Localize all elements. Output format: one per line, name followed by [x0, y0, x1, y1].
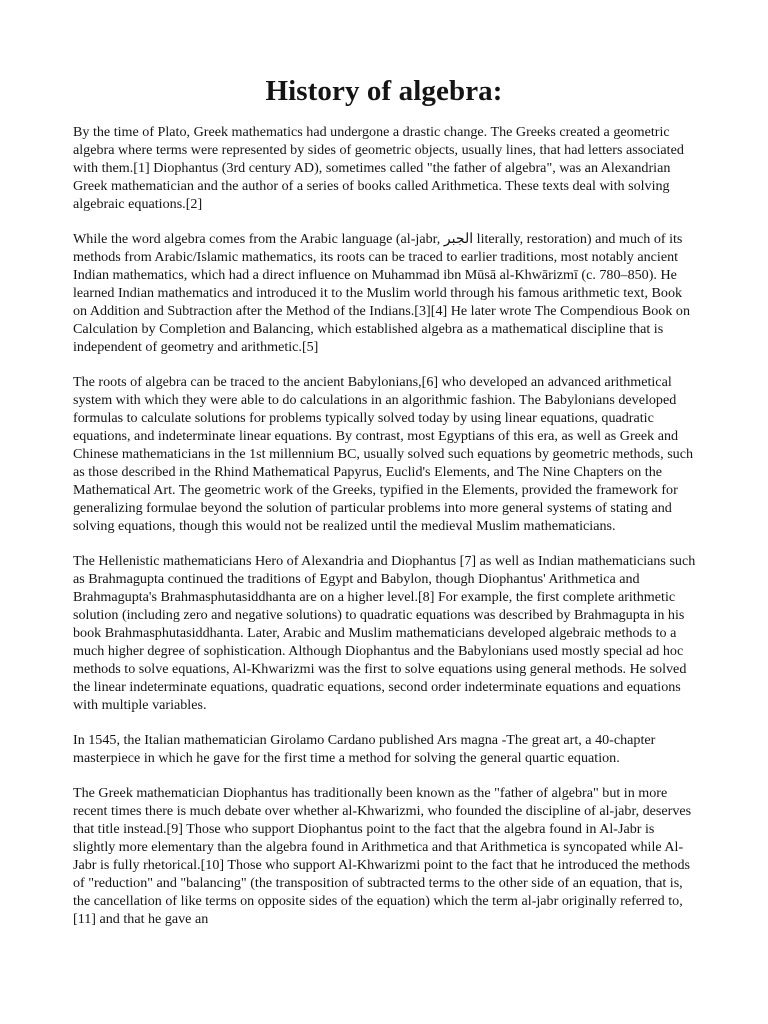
page-title: History of algebra: [265, 75, 503, 107]
paragraph-cardano: In 1545, the Italian mathematician Girolamo Cardano published Ars magna -The great art, a 40-chapter masterpiece in which he gave for the first time a method for solving the general quartic equation. [73, 732, 656, 766]
paragraph-babylonians: The roots of algebra can be traced to the ancient Babylonians,[6] who developed an advanced arithmetical system with which they were able to do calculations in an algorithmic fashion. The Babylonians developed formulas to calculate solutions for problems typically solved today by using linear equations, quadratic equations, and indeterminate linear equations. By contrast, most Egyptians of this era, as well as Greek and Chinese mathematicians in the 1st millennium BC, usually solved such equations by geometric methods, such as those described in the Rhind Mathematical Papyrus, Euclid's Elements, and The Nine Chapters on the Mathematical Art. The geometric work of the Greeks, typified in the Elements, provided the framework for generalizing formulae beyond the solution of particular problems into more general systems of stating and solving equations, though this would not be realized until the medieval Muslim mathematicians. [73, 374, 694, 534]
paragraph-plato: By the time of Plato, Greek mathematics had undergone a drastic change. The Greeks created a geometric algebra where terms were represented by sides of geometric objects, usually lines, that had letters associated with them.[1] Diophantus (3rd century AD), sometimes called "the father of algebra", was an Alexandrian Greek mathematician and the author of a series of books called Arithmetica. These texts deal with solving algebraic equations.[2] [73, 124, 684, 212]
paragraph-arabic-origin: While the word algebra comes from the Arabic language (al-jabr, الجبر literally, restoration) and much of its methods from Arabic/Islamic mathematics, its roots can be traced to earlier traditions, most notably ancient Indian mathematics, which had a direct influence on Muhammad ibn Mūsā al-Khwārizmī (c. 780–850). He learned Indian mathematics and introduced it to the Muslim world through his famous arithmetic text, Book on Addition and Subtraction after the Method of the Indians.[3][4] He later wrote The Compendious Book on Calculation by Completion and Balancing, which established algebra as a mathematical discipline that is independent of geometry and arithmetic.[5] [73, 231, 690, 355]
document-body [73, 123, 699, 945]
paragraph-father-of-algebra: The Greek mathematician Diophantus has traditionally been known as the "father of algebra" but in more recent times there is much debate over whether al-Khwarizmi, who founded the discipline of al-jabr, deserves that title instead.[9] Those who support Diophantus point to the fact that the algebra found in Al-Jabr is slightly more elementary than the algebra found in Arithmetica and that Arithmetica is syncopated while Al-Jabr is fully rhetorical.[10] Those who support Al-Khwarizmi point to the fact that he introduced the methods of "reduction" and "balancing" (the transposition of subtracted terms to the other side of an equation, that is, the cancellation of like terms on opposite sides of the equation) which the term al-jabr originally referred to,[11] and that he gave an [73, 785, 692, 927]
paragraph-hellenistic: The Hellenistic mathematicians Hero of Alexandria and Diophantus [7] as well as Indian mathematicians such as Brahmagupta continued the traditions of Egypt and Babylon, though Diophantus' Arithmetica and Brahmagupta's Brahmasphutasiddhanta are on a higher level.[8] For example, the first complete arithmetic solution (including zero and negative solutions) to quadratic equations was described by Brahmagupta in his book Brahmasphutasiddhanta. Later, Arabic and Muslim mathematicians developed algebraic methods to a much higher degree of sophistication. Although Diophantus and the Babylonians used mostly special ad hoc methods to solve equations, Al-Khwarizmi was the first to solve equations using general methods. He solved the linear indeterminate equations, quadratic equations, second order indeterminate equations and equations with multiple variables. [73, 553, 696, 713]
